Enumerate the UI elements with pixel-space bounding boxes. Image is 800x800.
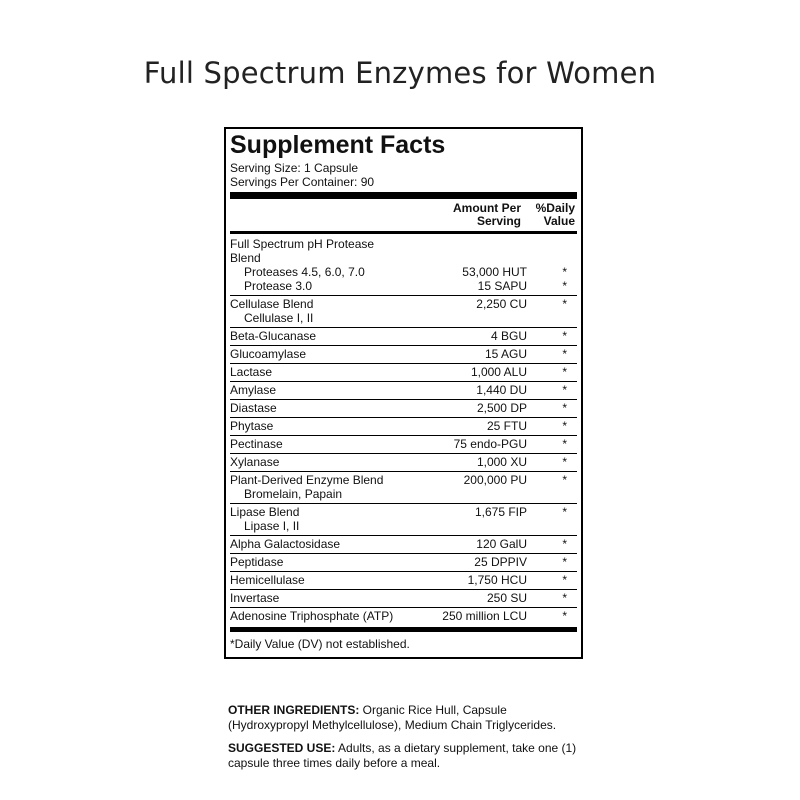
other-ingredients bbox=[228, 703, 590, 733]
ingredient-daily-value: * bbox=[562, 455, 567, 469]
ingredient-name: Bromelain, Papain bbox=[244, 487, 343, 501]
thick-rule bbox=[230, 192, 577, 199]
ingredient-name: Plant-Derived Enzyme Blend bbox=[230, 473, 384, 487]
table-row bbox=[230, 436, 577, 454]
ingredient-line bbox=[230, 537, 577, 551]
ingredient-amount: 1,000 ALU bbox=[470, 365, 527, 379]
ingredient-amount: 250 million LCU bbox=[442, 609, 527, 623]
ingredient-amount bbox=[399, 487, 527, 501]
ingredient-line bbox=[230, 237, 577, 265]
ingredient-amount bbox=[399, 237, 527, 265]
table-row bbox=[230, 472, 577, 504]
ingredient-line bbox=[230, 437, 577, 451]
ingredient-name: Invertase bbox=[230, 591, 280, 605]
ingredient-name: Adenosine Triphosphate (ATP) bbox=[230, 609, 394, 623]
table-row bbox=[230, 236, 577, 296]
label-notes bbox=[228, 703, 590, 779]
table-row bbox=[230, 296, 577, 328]
ingredient-name: Lipase Blend bbox=[230, 505, 300, 519]
ingredient-daily-value: * bbox=[562, 437, 567, 451]
table-row bbox=[230, 554, 577, 572]
medium-rule bbox=[230, 231, 577, 234]
daily-value-header: %Daily Value bbox=[535, 201, 575, 228]
ingredient-daily-value: * bbox=[562, 609, 567, 623]
ingredient-line bbox=[230, 487, 577, 501]
ingredient-daily-value: * bbox=[562, 419, 567, 433]
ingredient-name: Xylanase bbox=[230, 455, 280, 469]
ingredient-daily-value: * bbox=[562, 329, 567, 343]
table-row bbox=[230, 346, 577, 364]
ingredient-daily-value: * bbox=[562, 347, 567, 361]
ingredient-daily-value bbox=[527, 311, 577, 325]
ingredient-line bbox=[230, 573, 577, 587]
ingredient-daily-value bbox=[527, 237, 577, 265]
ingredient-line bbox=[230, 347, 577, 361]
ingredient-daily-value: * bbox=[562, 265, 567, 279]
ingredient-line bbox=[230, 473, 577, 487]
ingredient-amount: 4 BGU bbox=[490, 329, 527, 343]
ingredient-amount: 75 endo-PGU bbox=[453, 437, 527, 451]
ingredient-daily-value: * bbox=[562, 537, 567, 551]
amount-per-serving-header: Amount Per Serving bbox=[452, 201, 521, 228]
ingredient-name: Protease 3.0 bbox=[244, 279, 313, 293]
ingredient-daily-value: * bbox=[562, 297, 567, 311]
ingredient-name: Full Spectrum pH Protease Blend bbox=[230, 237, 375, 265]
ingredient-daily-value: * bbox=[562, 383, 567, 397]
ingredient-name: Glucoamylase bbox=[230, 347, 307, 361]
ingredient-amount: 1,000 XU bbox=[476, 455, 527, 469]
supplement-facts-panel bbox=[224, 127, 583, 659]
ingredient-name: Alpha Galactosidase bbox=[230, 537, 341, 551]
ingredient-line bbox=[230, 455, 577, 469]
table-row bbox=[230, 536, 577, 554]
table-row bbox=[230, 418, 577, 436]
table-row bbox=[230, 400, 577, 418]
ingredient-daily-value: * bbox=[562, 573, 567, 587]
table-row bbox=[230, 608, 577, 625]
ingredient-daily-value: * bbox=[562, 365, 567, 379]
ingredient-daily-value bbox=[527, 519, 577, 533]
serving-size: Serving Size: 1 Capsule bbox=[230, 161, 359, 175]
ingredient-line bbox=[230, 555, 577, 569]
table-row bbox=[230, 590, 577, 608]
ingredient-daily-value: * bbox=[562, 401, 567, 415]
dv-footnote: *Daily Value (DV) not established. bbox=[230, 637, 410, 651]
ingredient-name: Beta-Glucanase bbox=[230, 329, 317, 343]
table-row bbox=[230, 328, 577, 346]
ingredient-daily-value: * bbox=[562, 505, 567, 519]
ingredient-name: Cellulase I, II bbox=[244, 311, 314, 325]
ingredient-amount: 2,250 CU bbox=[476, 297, 527, 311]
ingredient-amount: 53,000 HUT bbox=[462, 265, 527, 279]
ingredient-name: Lactase bbox=[230, 365, 273, 379]
ingredient-amount: 1,675 FIP bbox=[474, 505, 527, 519]
ingredient-name: Amylase bbox=[230, 383, 277, 397]
ingredient-line bbox=[230, 591, 577, 605]
ingredient-line bbox=[230, 505, 577, 519]
ingredient-daily-value: * bbox=[562, 473, 567, 487]
suggested-use-text: Adults, as a dietary supplement, take one (1) capsule three times daily before a meal. bbox=[228, 741, 577, 770]
ingredient-amount: 1,440 DU bbox=[476, 383, 527, 397]
page-title: Full Spectrum Enzymes for Women bbox=[143, 56, 657, 90]
ingredient-daily-value: * bbox=[562, 591, 567, 605]
ingredient-name: Proteases 4.5, 6.0, 7.0 bbox=[244, 265, 365, 279]
ingredient-line bbox=[230, 383, 577, 397]
ingredient-line bbox=[230, 297, 577, 311]
ingredient-amount bbox=[399, 519, 527, 533]
ingredient-name: Peptidase bbox=[230, 555, 284, 569]
suggested-use-label: SUGGESTED USE: bbox=[228, 741, 336, 755]
ingredient-amount: 120 GalU bbox=[476, 537, 527, 551]
ingredient-amount: 15 SAPU bbox=[477, 279, 527, 293]
ingredient-amount bbox=[399, 311, 527, 325]
other-ingredients-text: Organic Rice Hull, Capsule (Hydroxypropyl Methylcellulose), Medium Chain Triglycerides. bbox=[228, 703, 557, 732]
ingredient-name: Lipase I, II bbox=[244, 519, 300, 533]
ingredient-line bbox=[230, 329, 577, 343]
column-header bbox=[230, 202, 577, 231]
ingredient-line bbox=[230, 419, 577, 433]
ingredient-name: Diastase bbox=[230, 401, 277, 415]
ingredient-name: Pectinase bbox=[230, 437, 283, 451]
ingredient-line bbox=[230, 609, 577, 623]
ingredient-line bbox=[230, 365, 577, 379]
facts-rows bbox=[230, 236, 577, 625]
ingredient-amount: 200,000 PU bbox=[463, 473, 527, 487]
other-ingredients-label: OTHER INGREDIENTS: bbox=[228, 703, 360, 717]
ingredient-line bbox=[230, 311, 577, 325]
ingredient-line bbox=[230, 279, 577, 293]
ingredient-amount: 1,750 HCU bbox=[467, 573, 527, 587]
ingredient-name: Cellulase Blend bbox=[230, 297, 314, 311]
servings-per-container: Servings Per Container: 90 bbox=[230, 175, 375, 189]
ingredient-amount: 250 SU bbox=[486, 591, 527, 605]
ingredient-amount: 25 FTU bbox=[486, 419, 527, 433]
ingredient-name: Phytase bbox=[230, 419, 274, 433]
ingredient-line bbox=[230, 401, 577, 415]
facts-heading: Supplement Facts bbox=[230, 131, 446, 159]
suggested-use bbox=[228, 741, 590, 771]
table-row bbox=[230, 454, 577, 472]
ingredient-daily-value bbox=[527, 487, 577, 501]
ingredient-amount: 2,500 DP bbox=[476, 401, 527, 415]
table-row bbox=[230, 382, 577, 400]
table-row bbox=[230, 504, 577, 536]
ingredient-line bbox=[230, 519, 577, 533]
table-row bbox=[230, 364, 577, 382]
table-row bbox=[230, 572, 577, 590]
ingredient-line bbox=[230, 265, 577, 279]
ingredient-amount: 25 DPPIV bbox=[474, 555, 527, 569]
ingredient-daily-value: * bbox=[562, 555, 567, 569]
ingredient-name: Hemicellulase bbox=[230, 573, 305, 587]
ingredient-daily-value: * bbox=[562, 279, 567, 293]
ingredient-amount: 15 AGU bbox=[484, 347, 527, 361]
bottom-thick-rule bbox=[230, 627, 577, 632]
